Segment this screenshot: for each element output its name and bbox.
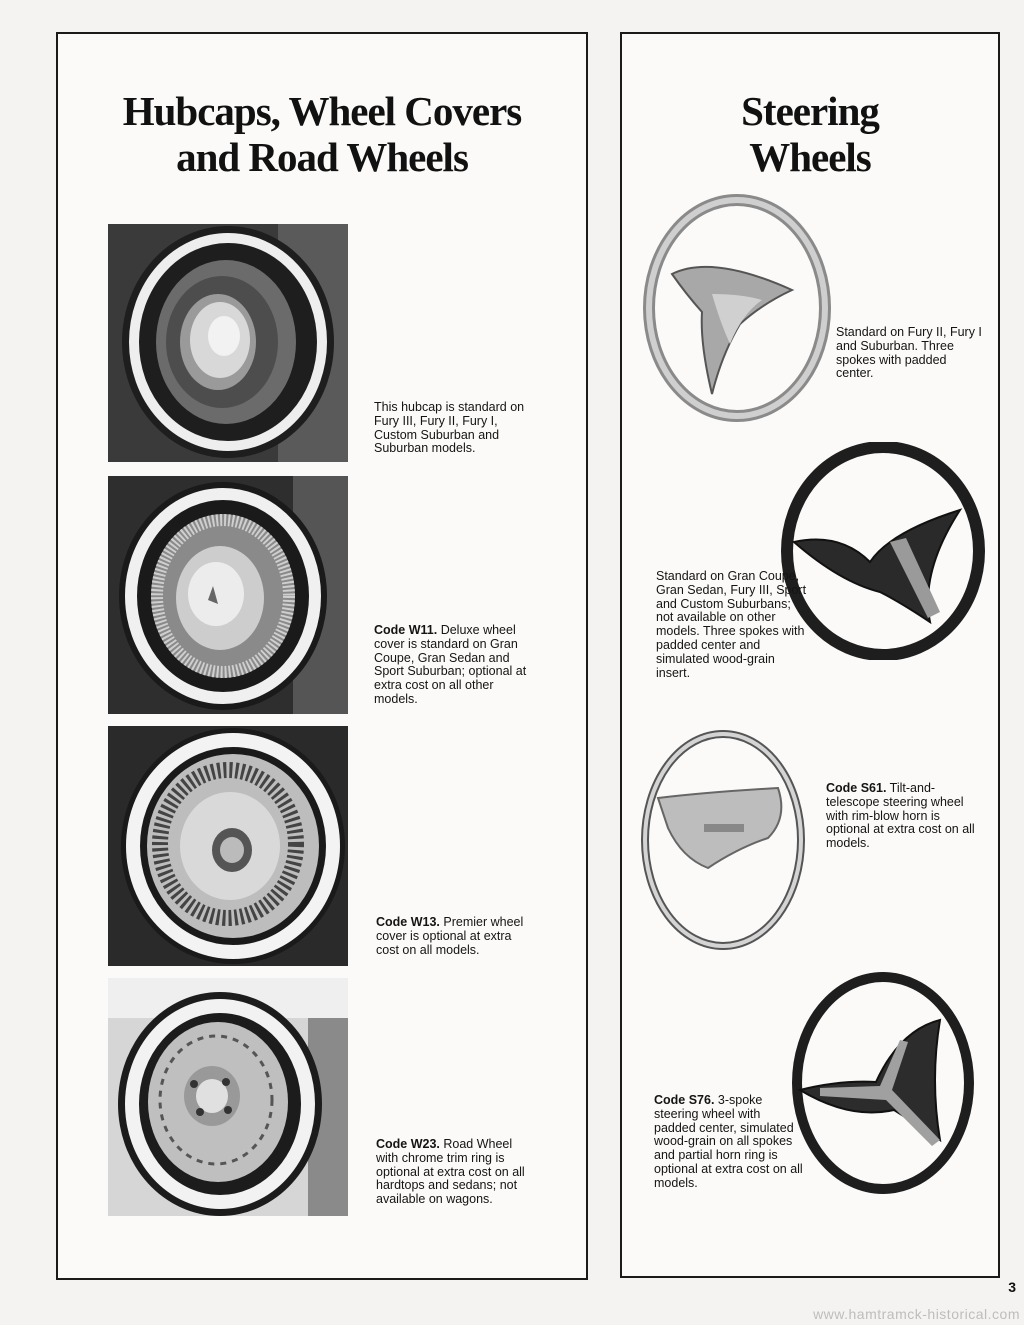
standard-hubcap-caption: This hubcap is standard on Fury III, Fury II, Fury I, Custom Suburban and Suburban models.: [374, 400, 525, 456]
road-wheel-caption: Code W23. Road Wheel with chrome trim ring is optional at extra cost on all hardtops and sedans; not available on wagons.: [376, 1137, 525, 1207]
standard-steering-caption: Standard on Fury II, Fury I and Suburban. Three spokes with padded center.: [836, 325, 982, 381]
page-number: 3: [1008, 1279, 1016, 1295]
steering-wheels-panel: [620, 32, 1000, 1278]
road-wheel-photo: [108, 978, 348, 1216]
three-spoke-steering-wheel-image: [790, 970, 976, 1196]
deluxe-wheel-cover-caption: Code W11. Deluxe wheel cover is standard on Gran Coupe, Gran Sedan and Sport Suburban; optional at extra cost on all other models.: [374, 623, 527, 706]
steering-title-line2: Wheels: [749, 134, 871, 180]
hubcaps-panel: [56, 32, 588, 1280]
tilt-telescope-steering-wheel-image: [638, 728, 808, 952]
premier-wheel-cover-photo: [108, 726, 348, 966]
three-spoke-steering-caption: Code S76. 3-spoke steering wheel with padded center, simulated wood-grain on all spokes and partial horn ring is optional at extra cost on all models.: [654, 1093, 803, 1190]
hubcaps-title-line1: Hubcaps, Wheel Covers: [122, 88, 522, 134]
steering-title-line1: Steering: [741, 88, 879, 134]
hubcaps-title: [58, 88, 586, 180]
premier-wheel-cover-caption: Code W13. Premier wheel cover is optional at extra cost on all models.: [376, 915, 524, 957]
standard-hubcap-photo: [108, 224, 348, 462]
hubcaps-title-line2: and Road Wheels: [176, 134, 468, 180]
standard-steering-wheel-image: [642, 194, 832, 422]
woodgrain-steering-caption: Standard on Gran Coupe, Gran Sedan, Fury III, Sport and Custom Suburbans; not available on other models. Three spokes with padded center and simulated wood-grain insert.: [656, 569, 807, 680]
watermark-text: www.hamtramck-historical.com: [813, 1306, 1020, 1322]
deluxe-wheel-cover-photo: [108, 476, 348, 714]
tilt-telescope-steering-caption: Code S61. Tilt-and-telescope steering wheel with rim-blow horn is optional at extra cost on all models.: [826, 781, 975, 851]
steering-wheels-title: [622, 88, 998, 180]
